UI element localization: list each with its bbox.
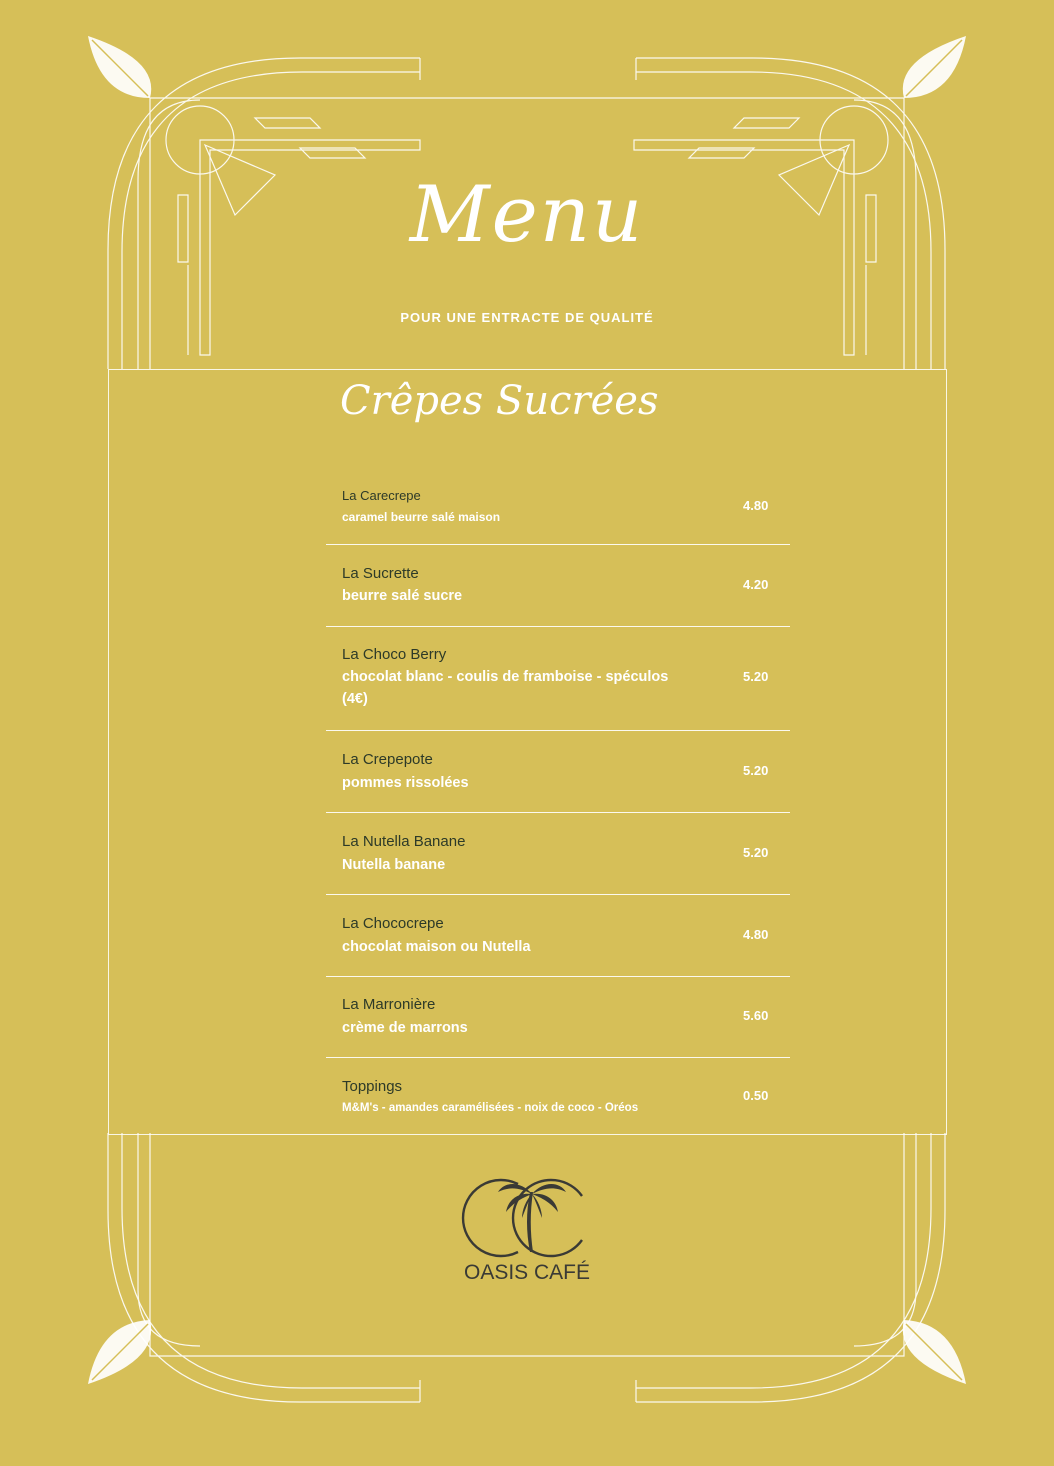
item-price: 0.50 <box>743 1088 769 1103</box>
menu-item <box>326 545 790 627</box>
menu-item <box>326 627 790 731</box>
item-description: chocolat blanc - coulis de framboise - spéculos (4€) <box>342 669 669 707</box>
item-name: La Crepepote <box>342 751 433 768</box>
menu-item <box>326 813 790 895</box>
menu-title: Menu <box>409 170 645 260</box>
item-name: La Choco Berry <box>342 646 447 663</box>
menu-item <box>326 478 790 545</box>
item-name: La Marronière <box>342 996 436 1013</box>
item-description: beurre salé sucre <box>342 588 463 604</box>
item-name: La Carecrepe <box>342 488 421 503</box>
menu-item <box>326 977 790 1058</box>
item-price: 4.80 <box>743 498 769 513</box>
menu-item <box>326 731 790 813</box>
item-price: 4.80 <box>743 927 769 942</box>
menu-item <box>326 1058 790 1128</box>
item-price: 5.20 <box>743 845 769 860</box>
item-price: 5.20 <box>743 669 769 684</box>
item-name: La Chococrepe <box>342 915 444 932</box>
item-price: 5.60 <box>743 1008 769 1023</box>
brand-name: OASIS CAFÉ <box>463 1261 591 1284</box>
item-description: chocolat maison ou Nutella <box>342 939 531 955</box>
item-name: La Nutella Banane <box>342 833 466 850</box>
item-price: 4.20 <box>743 577 769 592</box>
item-description: pommes rissolées <box>342 775 469 791</box>
item-name: Toppings <box>342 1078 403 1095</box>
item-description: caramel beurre salé maison <box>342 510 501 524</box>
item-name: La Sucrette <box>342 565 419 582</box>
item-description: Nutella banane <box>342 857 446 873</box>
menu-subtitle: POUR UNE ENTRACTE DE QUALITÉ <box>400 310 654 325</box>
item-description: crème de marrons <box>342 1020 468 1036</box>
item-price: 5.20 <box>743 763 769 778</box>
section-title: Crêpes Sucrées <box>340 378 659 424</box>
menu-items <box>326 478 790 1128</box>
item-description: M&M's - amandes caramélisées - noix de coco - Oréos <box>342 1102 639 1114</box>
menu-item <box>326 895 790 977</box>
